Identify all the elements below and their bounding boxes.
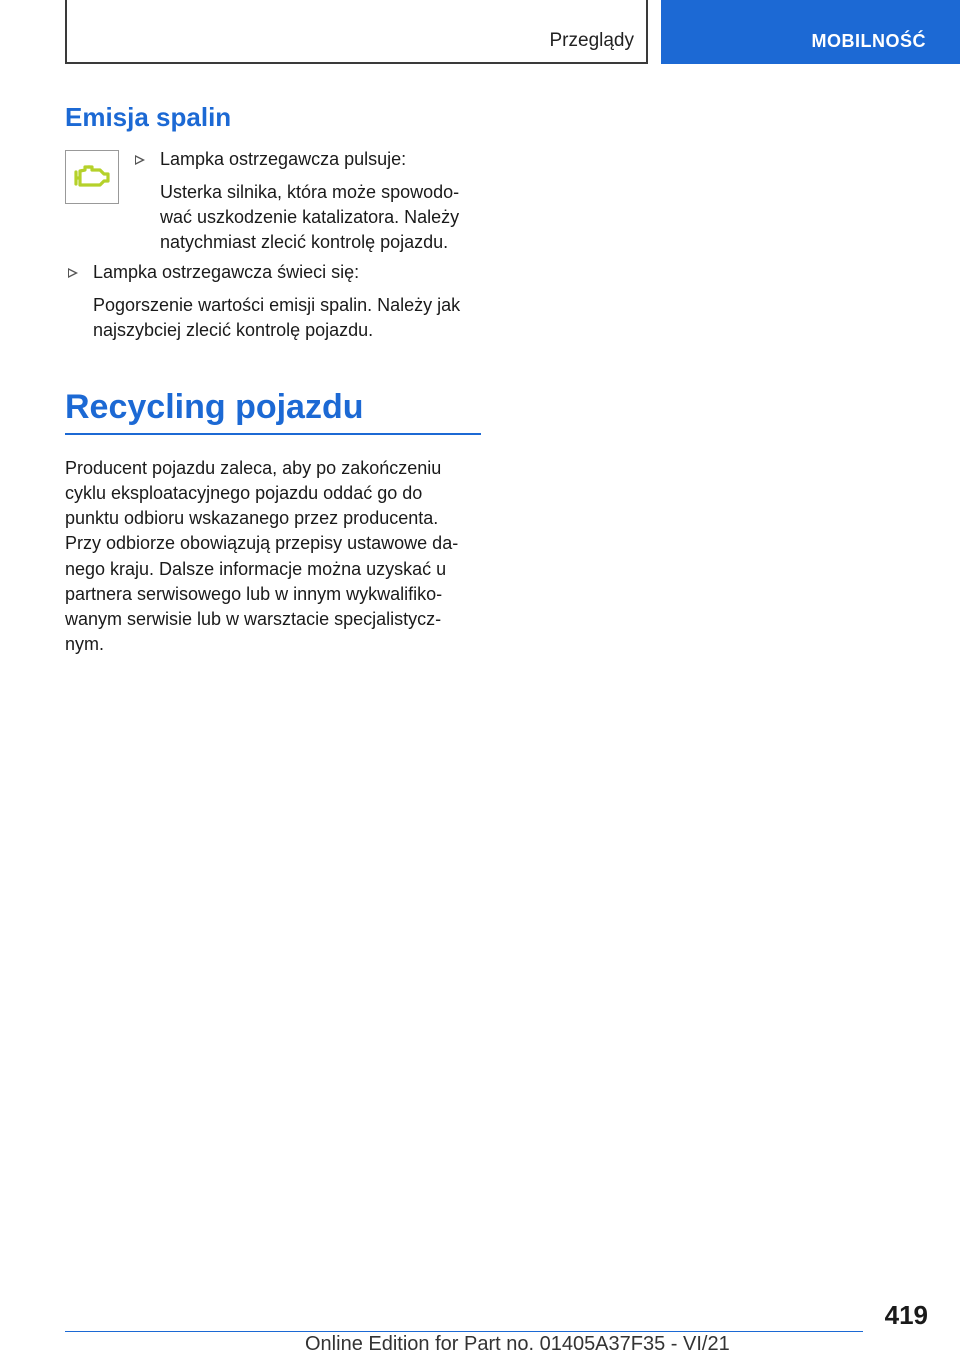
recycling-text-line: cyklu eksploatacyjnego pojazdu oddać go do	[65, 483, 423, 503]
recycling-text-line: nym.	[65, 634, 105, 654]
warning-item-label: Lampka ostrzegawcza świeci się:	[93, 262, 360, 282]
recycling-text-line: punktu odbioru wskazanego przez producenta.	[65, 508, 439, 528]
warning-item-label: Lampka ostrzegawcza pulsuje:	[160, 149, 407, 169]
bullet-triangle-icon	[135, 155, 145, 165]
footer-rule	[65, 1331, 863, 1332]
warning-item-text-line: wać uszkodzenie katalizatora. Należy	[160, 207, 460, 227]
recycling-text-line: wanym serwisie lub w warsztacie specjalistycz-	[65, 609, 442, 629]
heading-rule	[65, 433, 481, 435]
edition-footer: Online Edition for Part no. 01405A37F35 - VI/21	[305, 1333, 730, 1355]
chapter-title: MOBILNOŚĆ	[811, 31, 926, 51]
recycling-text-line: Producent pojazdu zaleca, aby po zakończeniu	[65, 458, 442, 478]
recycling-text-line: Przy odbiorze obowiązują przepisy ustawowe da-	[65, 533, 459, 553]
warning-item-text-line: natychmiast zlecić kontrolę pojazdu.	[160, 232, 449, 252]
emission-heading: Emisja spalin	[65, 102, 232, 132]
warning-item-text-line: Usterka silnika, która może spowodo-	[160, 182, 460, 202]
warning-item-text-line: najszybciej zlecić kontrolę pojazdu.	[93, 320, 374, 340]
section-title: Przeglądy	[549, 30, 634, 51]
chapter-tab[interactable]	[661, 0, 960, 64]
warning-item-text-line: Pogorszenie wartości emisji spalin. Należy jak	[93, 295, 461, 315]
recycling-text-line: partnera serwisowego lub w innym wykwalifiko-	[65, 584, 443, 604]
recycling-text-line: nego kraju. Dalsze informacje można uzyskać u	[65, 559, 447, 579]
bullet-triangle-icon	[68, 268, 78, 278]
check-engine-icon	[65, 150, 119, 204]
header-box	[65, 0, 648, 64]
page-number: 419	[884, 1300, 928, 1330]
recycling-heading: Recycling pojazdu	[65, 388, 364, 426]
